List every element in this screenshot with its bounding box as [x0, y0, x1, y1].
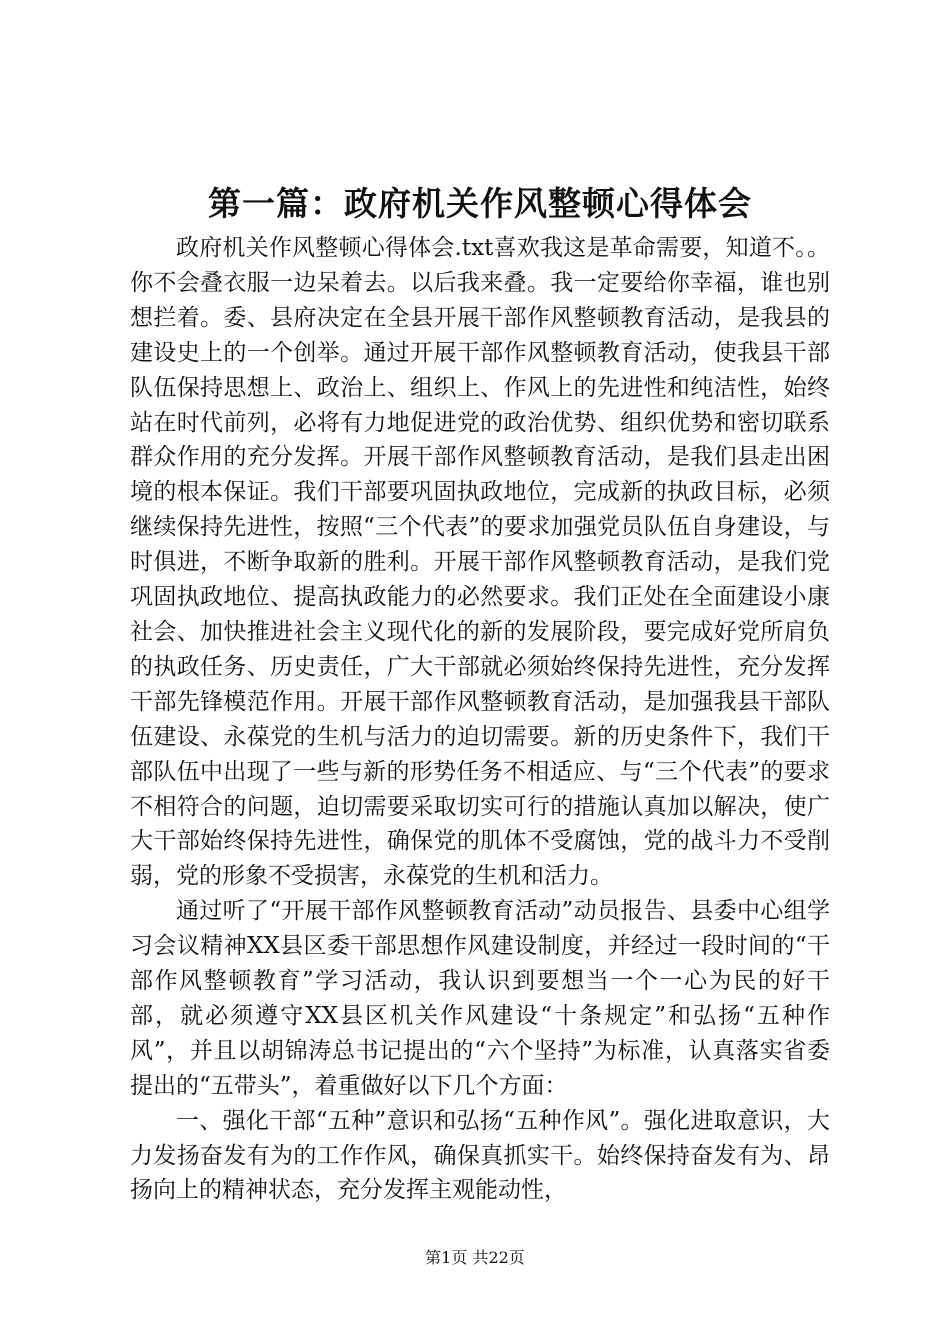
paragraph-3: 一、强化干部“五种”意识和弘扬“五种作风”。强化进取意识，大力发扬奋发有为的工作作风，确保真抓实干。始终保持奋发有为、昂扬向上的精神状态，充分发挥主观能动性，	[130, 1107, 830, 1204]
page-number-footer: 第1页 共22页	[425, 1248, 525, 1267]
document-body	[130, 231, 830, 1208]
paragraph-1: 政府机关作风整顿心得体会.txt喜欢我这是革命需要，知道不。。你不会叠衣服一边呆着去。以后我来叠。我一定要给你幸福，谁也别想拦着。委、县府决定在全县开展干部作风整顿教育活动，是我县的建设史上的一个创举。通过开展干部作风整顿教育活动，使我县干部队伍保持思想上、政治上、组织上、作风上的先进性和纯洁性，始终站在时代前列，必将有力地促进党的政治优势、组织优势和密切联系群众作用的充分发挥。开展干部作风整顿教育活动，是我们县走出困境的根本保证。我们干部要巩固执政地位，完成新的执政目标，必须继续保持先进性，按照“三个代表”的要求加强党员队伍自身建设，与时俱进，不断争取新的胜利。开展干部作风整顿教育活动，是我们党巩固执政地位、提高执政能力的必然要求。我们正处在全面建设小康社会、加快推进社会主义现代化的新的发展阶段，要完成好党所肩负的执政任务、历史责任，广大干部就必须始终保持先进性，充分发挥干部先锋模范作用。开展干部作风整顿教育活动，是加强我县干部队伍建设、永葆党的生机与活力的迫切需要。新的历史条件下，我们干部队伍中出现了一些与新的形势任务不相适应、与“三个代表”的要求不相符合的问题，迫切需要采取切实可行的措施认真加以解决，使广大干部始终保持先进性，确保党的肌体不受腐蚀，党的战斗力不受削弱，党的形象不受损害，永葆党的生机和活力。	[130, 235, 830, 890]
document-title: 第一篇：政府机关作风整顿心得体会	[208, 184, 752, 223]
paragraph-2: 通过听了“开展干部作风整顿教育活动”动员报告、县委中心组学习会议精神XX县区委干部思想作风建设制度，并经过一段时间的“干部作风整顿教育”学习活动，我认识到要想当一个一心为民的好干部，就必须遵守XX县区机关作风建设“十条规定”和弘扬“五种作风”，并且以胡锦涛总书记提出的“六个坚持”为标准，认真落实省委提出的“五带头”，着重做好以下几个方面：	[130, 898, 830, 1099]
